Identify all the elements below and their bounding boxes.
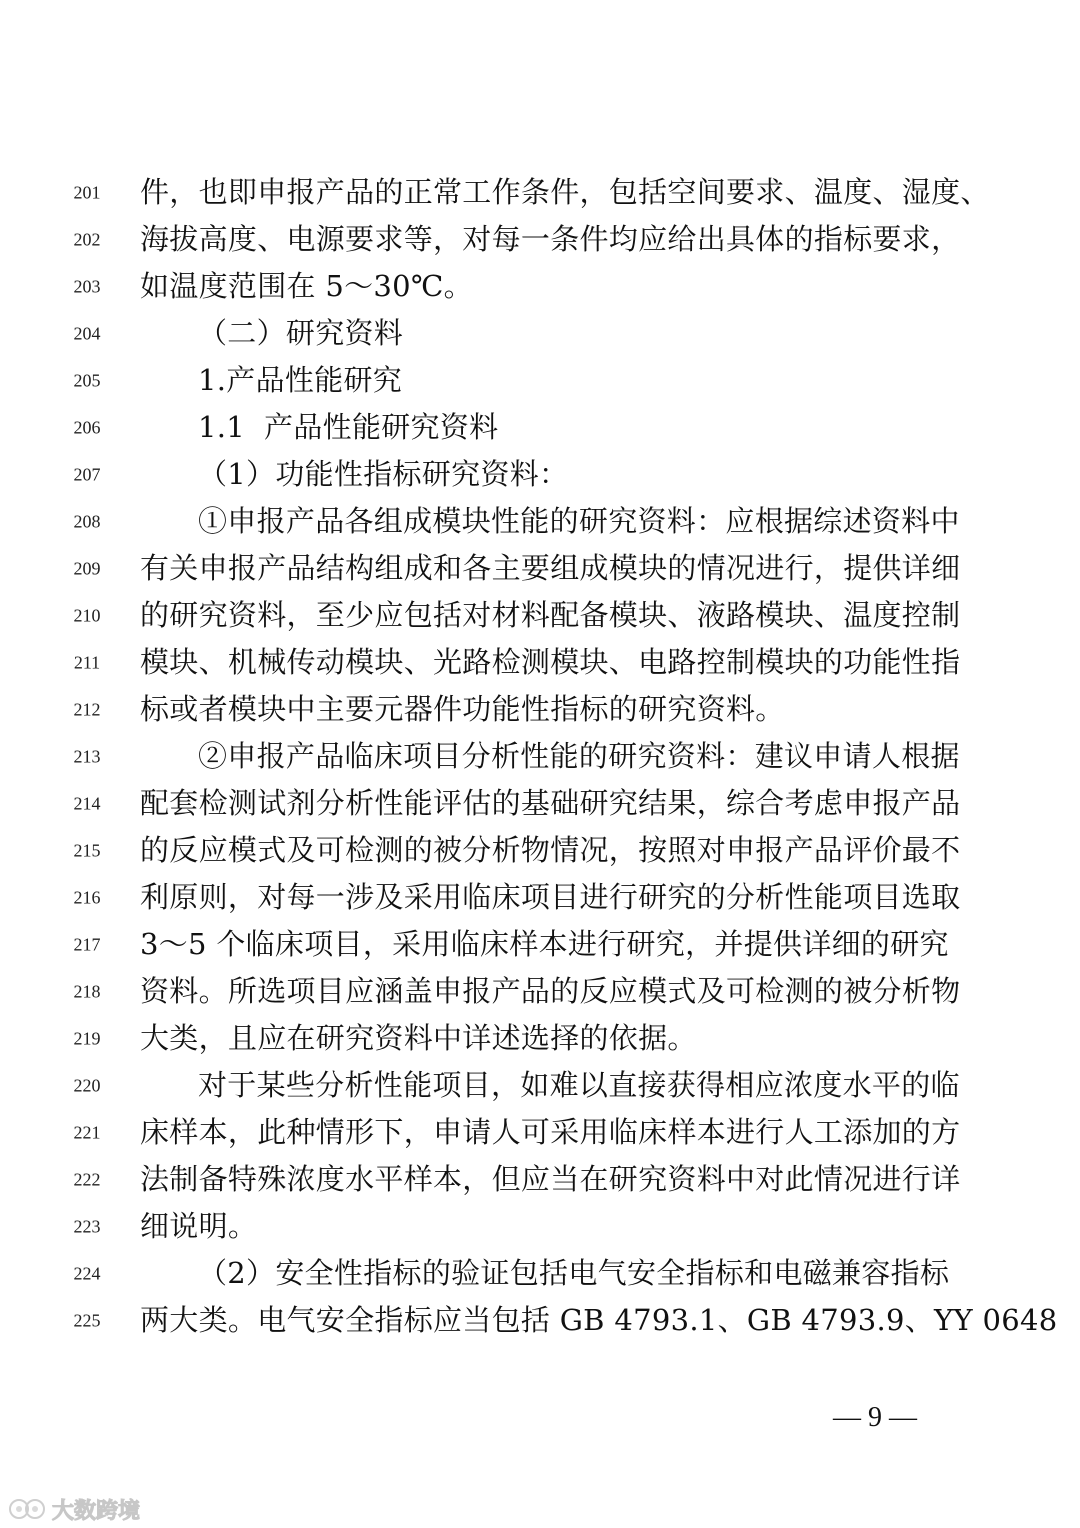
watermark-text: 大数跨境: [52, 1498, 141, 1524]
line-number: 223: [73, 1216, 101, 1237]
subsection-heading: 1.1 产品性能研究资料: [198, 410, 499, 444]
watermark-logo-icon: [8, 1496, 48, 1522]
line-text: 的反应模式及可检测的被分析物情况，按照对申报产品评价最不: [140, 833, 961, 867]
line-number: 211: [73, 652, 101, 673]
line-text: 资料。所选项目应涵盖申报产品的反应模式及可检测的被分析物: [140, 974, 961, 1008]
line-number: 201: [73, 182, 101, 203]
text-line: [0, 736, 1080, 776]
line-number: 216: [73, 887, 101, 908]
text-line: [0, 548, 1080, 588]
line-number: 213: [73, 746, 101, 767]
text-line: [0, 783, 1080, 823]
line-text: 有关申报产品结构组成和各主要组成模块的情况进行，提供详细: [140, 551, 961, 585]
text-line: [0, 642, 1080, 682]
text-line: [0, 313, 1080, 353]
text-line: [0, 595, 1080, 635]
line-number: 209: [73, 558, 101, 579]
text-line: [0, 501, 1080, 541]
line-number: 214: [73, 793, 101, 814]
line-text: ①申报产品各组成模块性能的研究资料：应根据综述资料中: [198, 504, 960, 538]
line-number: 221: [73, 1122, 101, 1143]
line-text: ②申报产品临床项目分析性能的研究资料：建议申请人根据: [198, 739, 960, 773]
text-line: [0, 1018, 1080, 1058]
line-number: 220: [73, 1075, 101, 1096]
text-line: [0, 1112, 1080, 1152]
line-number: 215: [73, 840, 101, 861]
line-number: 210: [73, 605, 101, 626]
line-text: 模块、机械传动模块、光路检测模块、电路控制模块的功能性指: [140, 645, 961, 679]
line-number: 202: [73, 229, 101, 250]
text-line: [0, 877, 1080, 917]
line-text: 大类，且应在研究资料中详述选择的依据。: [140, 1021, 697, 1055]
subsection-heading: 1.产品性能研究: [198, 363, 403, 397]
text-line: [0, 1159, 1080, 1199]
line-number: 222: [73, 1169, 101, 1190]
line-number: 204: [73, 323, 101, 344]
line-number: 203: [73, 276, 101, 297]
line-text: 法制备特殊浓度水平样本，但应当在研究资料中对此情况进行详: [140, 1162, 961, 1196]
line-number: 212: [73, 699, 101, 720]
line-text: 两大类。电气安全指标应当包括 GB 4793.1、GB 4793.9、YY 0648: [140, 1303, 1058, 1337]
line-text: （1）功能性指标研究资料：: [198, 457, 569, 491]
line-text: 对于某些分析性能项目，如难以直接获得相应浓度水平的临: [198, 1068, 960, 1102]
line-text: 标或者模块中主要元器件功能性指标的研究资料。: [140, 692, 785, 726]
line-text: 的研究资料，至少应包括对材料配备模块、液路模块、温度控制: [140, 598, 961, 632]
text-line: [0, 1300, 1080, 1340]
text-line: [0, 1065, 1080, 1105]
text-line: [0, 266, 1080, 306]
line-text: 利原则，对每一涉及采用临床项目进行研究的分析性能项目选取: [140, 880, 961, 914]
section-heading: （二）研究资料: [198, 316, 404, 350]
line-text: 海拔高度、电源要求等，对每一条件均应给出具体的指标要求，: [140, 222, 961, 256]
line-number: 218: [73, 981, 101, 1002]
line-number: 217: [73, 934, 101, 955]
line-number: 225: [73, 1310, 101, 1331]
text-line: [0, 454, 1080, 494]
line-text: 配套检测试剂分析性能评估的基础研究结果，综合考虑申报产品: [140, 786, 961, 820]
line-number: 205: [73, 370, 101, 391]
page-number: — 9 —: [833, 1402, 917, 1433]
line-text: 如温度范围在 5～30℃。: [140, 269, 473, 303]
text-line: [0, 1206, 1080, 1246]
text-line: [0, 172, 1080, 212]
line-number: 224: [73, 1263, 101, 1284]
line-number: 207: [73, 464, 101, 485]
text-line: [0, 219, 1080, 259]
line-number: 206: [73, 417, 101, 438]
text-line: [0, 360, 1080, 400]
text-line: [0, 830, 1080, 870]
text-line: [0, 971, 1080, 1011]
text-line: [0, 407, 1080, 447]
text-line: [0, 689, 1080, 729]
line-text: 细说明。: [140, 1209, 258, 1243]
line-text: 3～5 个临床项目，采用临床样本进行研究，并提供详细的研究: [140, 927, 949, 961]
line-text: 床样本，此种情形下，申请人可采用临床样本进行人工添加的方: [140, 1115, 961, 1149]
text-line: [0, 924, 1080, 964]
line-number: 208: [73, 511, 101, 532]
line-text: （2）安全性指标的验证包括电气安全指标和电磁兼容指标: [198, 1256, 950, 1290]
text-line: [0, 1253, 1080, 1293]
line-text: 件，也即申报产品的正常工作条件，包括空间要求、温度、湿度、: [140, 175, 990, 209]
line-number: 219: [73, 1028, 101, 1049]
watermark: [8, 1494, 140, 1524]
